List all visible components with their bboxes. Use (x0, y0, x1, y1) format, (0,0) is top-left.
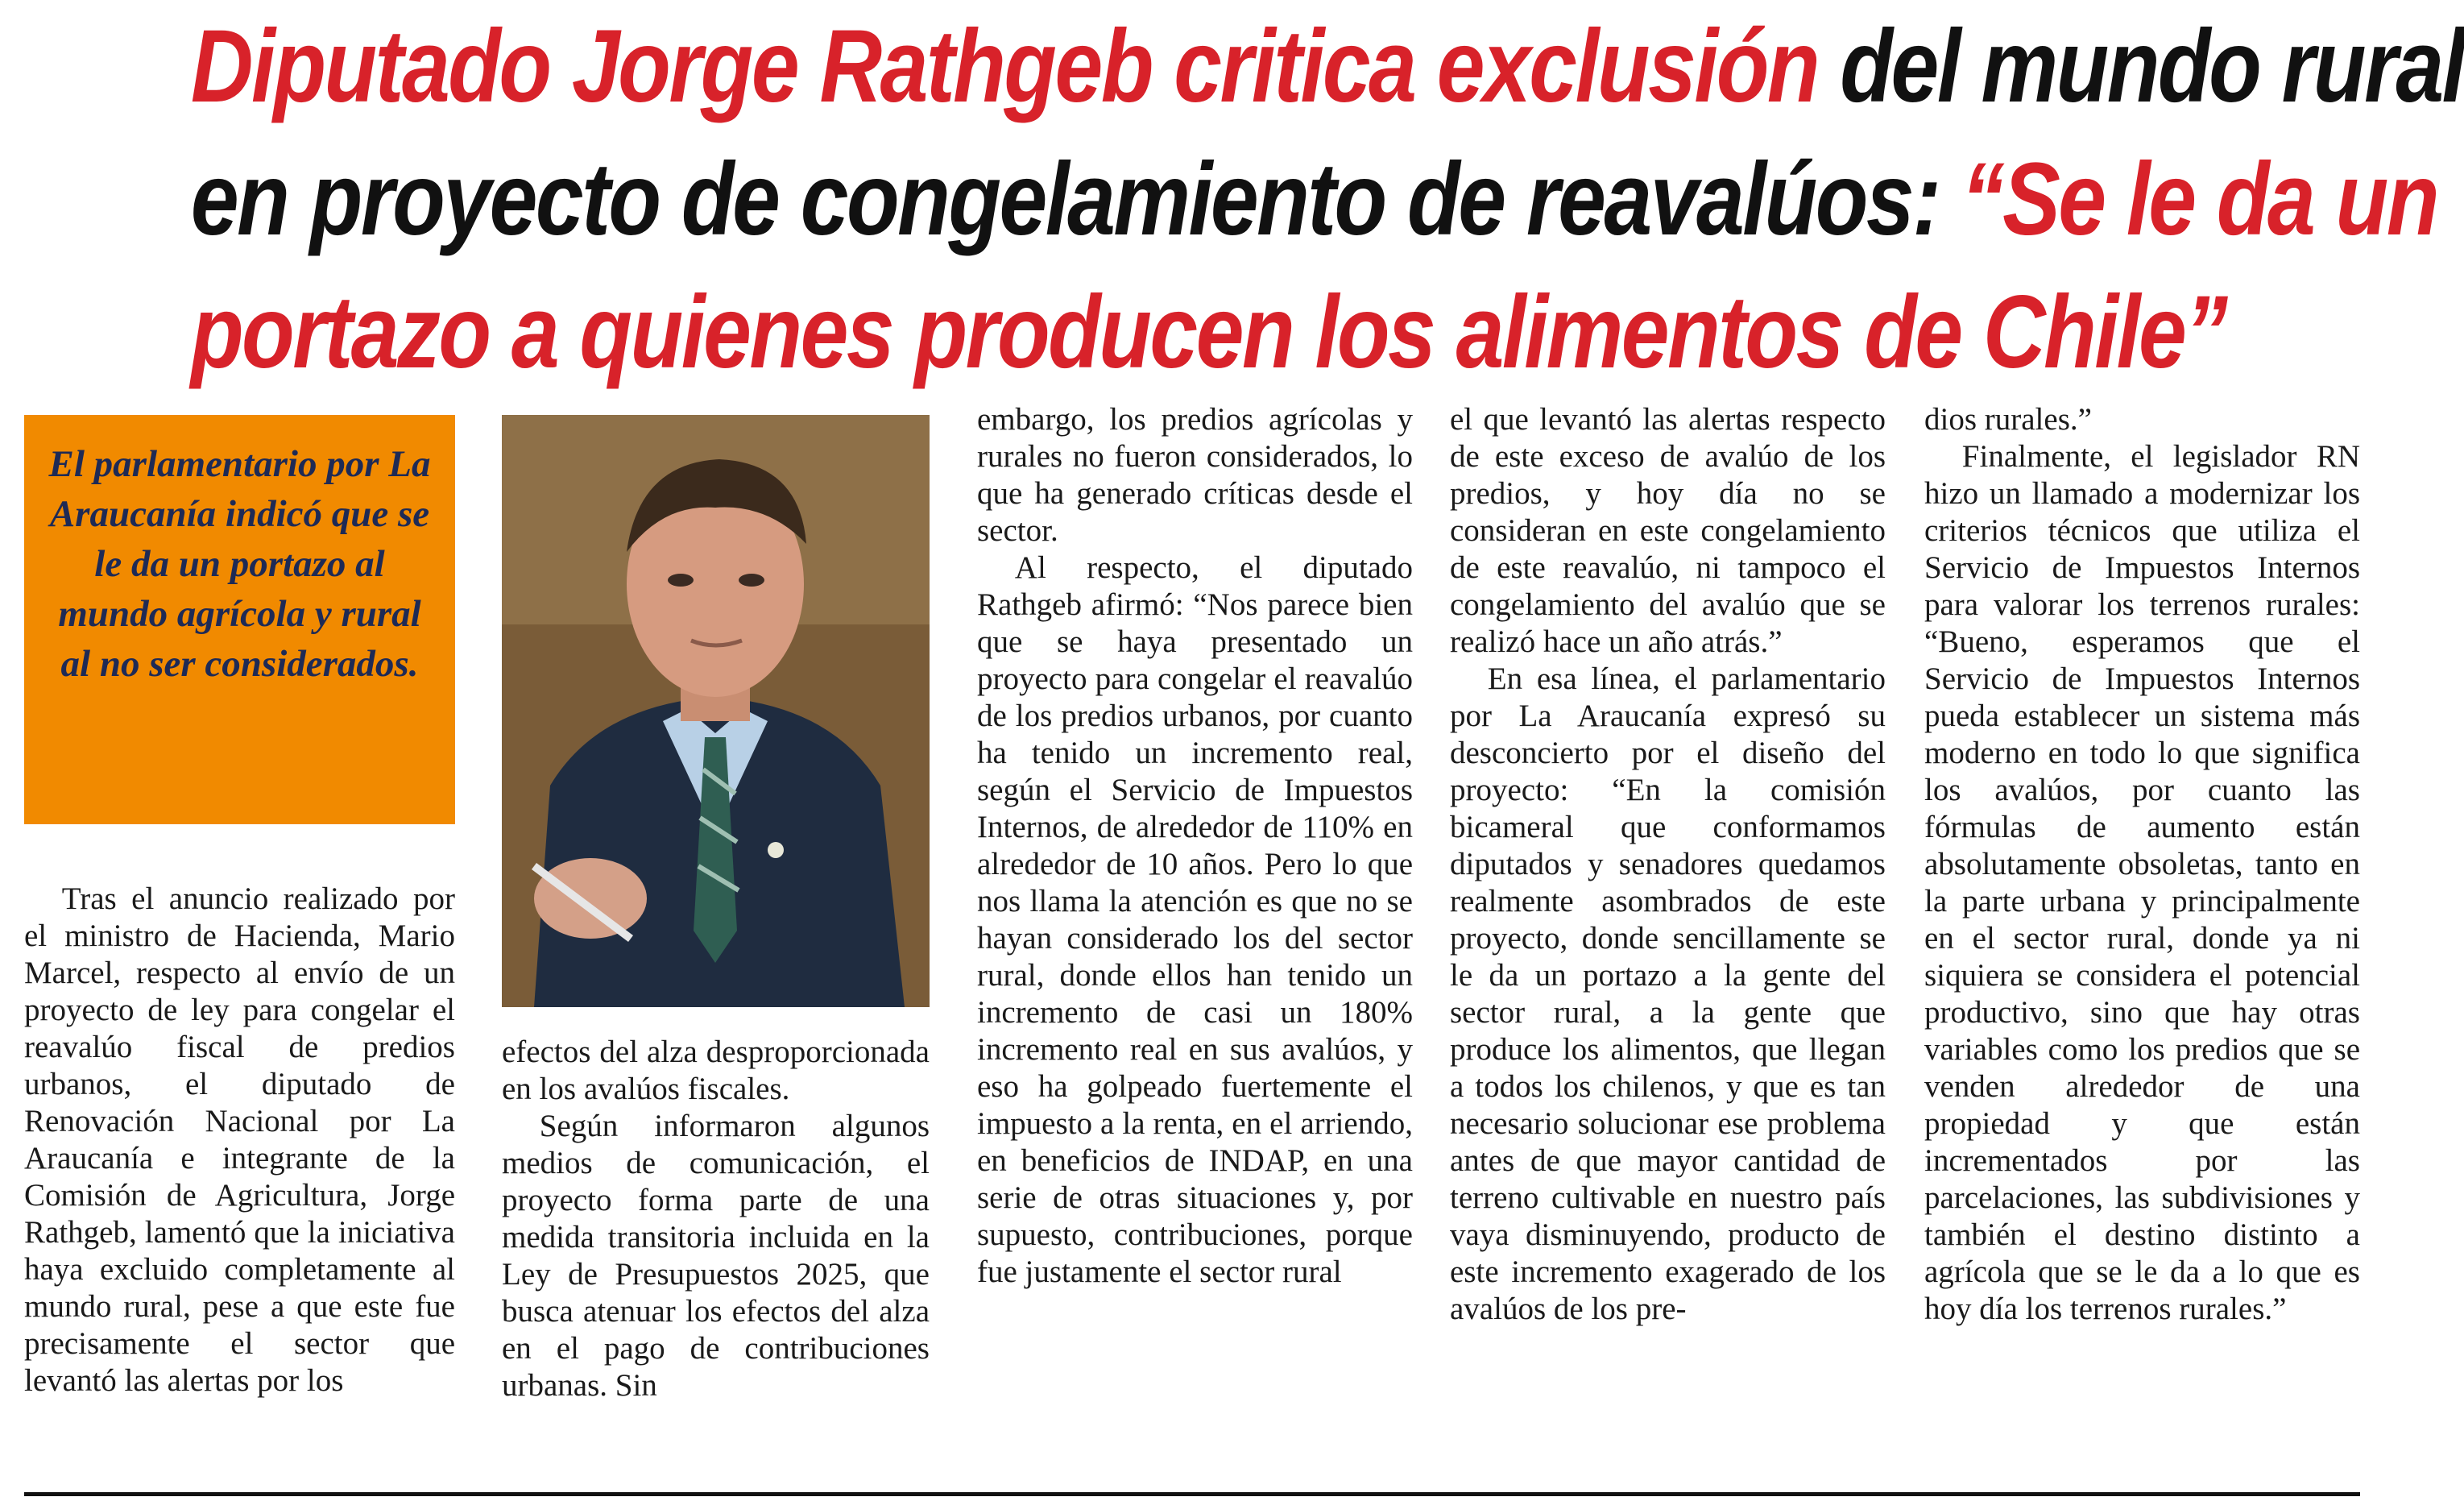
article-column-4 (1450, 401, 1886, 1328)
column-5-paragraph-2: Finalmente, el legislador RN hizo un llamado a modernizar los criterios técnicos que utiliza el Servicio de Impuestos Internos para valorar los terrenos rurales: “Bueno, esperamos que el Servicio de Impuestos Internos pueda establecer un sistema más moderno en todo lo que significa los avalúos, por cuanto las fórmulas de aumento están absolutamente obsoletas, tanto en la parte urbana y principalmente en el sector rural, donde ya ni siquiera se considera el potencial productivo, sino que hay otras variables como los predios que se venden alrededor de una propiedad y que están incrementados por las parcelaciones, las subdivisiones y también el destino distinto a agrícola que se le da a lo que es hoy día los terrenos rurales.” (1924, 439, 2360, 1326)
headline-red-2: “Se le da un (1961, 142, 2437, 257)
article-column-1 (24, 881, 455, 1400)
article-column-2 (502, 1034, 930, 1404)
column-5-paragraph-1: dios rurales.” (1924, 402, 2092, 437)
article-column-3 (977, 401, 1413, 1291)
column-3-paragraph-1: embargo, los predios agrícolas y rurales no fueron considerados, lo que ha generado críticas desde el sector. (977, 402, 1413, 548)
headline (0, 0, 2464, 395)
column-1-paragraph-1: Tras el anuncio realizado por el ministro de Hacienda, Mario Marcel, respecto al envío de un proyecto de ley para congelar el reavalúo fiscal de predios urbanos, el diputado de Renovación Nacional por La Araucanía e integrante de la Comisión de Agricultura, Jorge Rathgeb, lamentó que la iniciativa haya excluido completamente al mundo rural, pese a que este fue precisamente el sector que levantó las alertas por los (24, 881, 455, 1398)
portrait-photo (502, 415, 930, 1007)
headline-black-2: en proyecto de congelamiento de reavalúos: (190, 142, 1961, 257)
headline-line-1 (190, 0, 2464, 133)
headline-black-1: del mundo rural (1818, 9, 2464, 124)
portrait-illustration (502, 415, 930, 1007)
bottom-rule (24, 1492, 2360, 1496)
column-2-paragraph-1: efectos del alza desproporcionada en los avalúos fiscales. (502, 1035, 930, 1106)
headline-red-1: Diputado Jorge Rathgeb critica exclusión (190, 9, 1819, 124)
headline-line-3: portazo a quienes producen los alimentos de Chile” (190, 275, 2226, 390)
column-4-paragraph-2: En esa línea, el parlamentario por La Araucanía expresó su desconcierto por el diseño del proyecto: “En la comisión bicameral que conformamos diputados y senadores quedamos realmente asombrados de este proyecto, donde sencillamente se le da un portazo a la gente del sector rural, a la gente que produce los alimentos, que llegan a todos los chilenos, y que es tan necesario solucionar ese problema antes de que mayor cantidad de terreno cultivable en nuestro país vaya disminuyendo, producto de este incremento exagerado de los avalúos de los pre- (1450, 661, 1886, 1326)
column-3-paragraph-2: Al respecto, el diputado Rathgeb afirmó: “Nos parece bien que se haya presentado un proyecto para congelar el reavalúo de los predios urbanos, por cuanto ha tenido un incremento real, según el Servicio de Impuestos Internos, de alrededor de 110% en alrededor de 10 años. Pero lo que nos llama la atención es que no se hayan considerado los del sector rural, donde ellos han tenido un incremento de casi un 180% incremento real en sus avalúos, y eso ha golpeado fuertemente el impuesto a la renta, en el arriendo, en beneficios de INDAP, en una serie de otras situaciones y, por supuesto, contribuciones, porque fue justamente el sector rural (977, 550, 1413, 1289)
pull-quote-box (24, 415, 455, 824)
article-column-5 (1924, 401, 2360, 1328)
headline-line-2 (190, 133, 2437, 266)
column-4-paragraph-1: el que levantó las alertas respecto de este exceso de avalúo de los predios, y hoy día no se consideran en este congelamiento de este reavalúo, ni tampoco el congelamiento del avalúo que se realizó hace un año atrás.” (1450, 402, 1886, 659)
pull-quote-text: El parlamentario por La Araucanía indicó que se le da un portazo al mundo agrícola y rural al no ser considerados. (48, 443, 431, 685)
column-2-paragraph-2: Según informaron algunos medios de comunicación, el proyecto forma parte de una medida transitoria incluida en la Ley de Presupuestos 2025, que busca atenuar los efectos del alza en el pago de contribuciones urbanas. Sin (502, 1109, 930, 1403)
